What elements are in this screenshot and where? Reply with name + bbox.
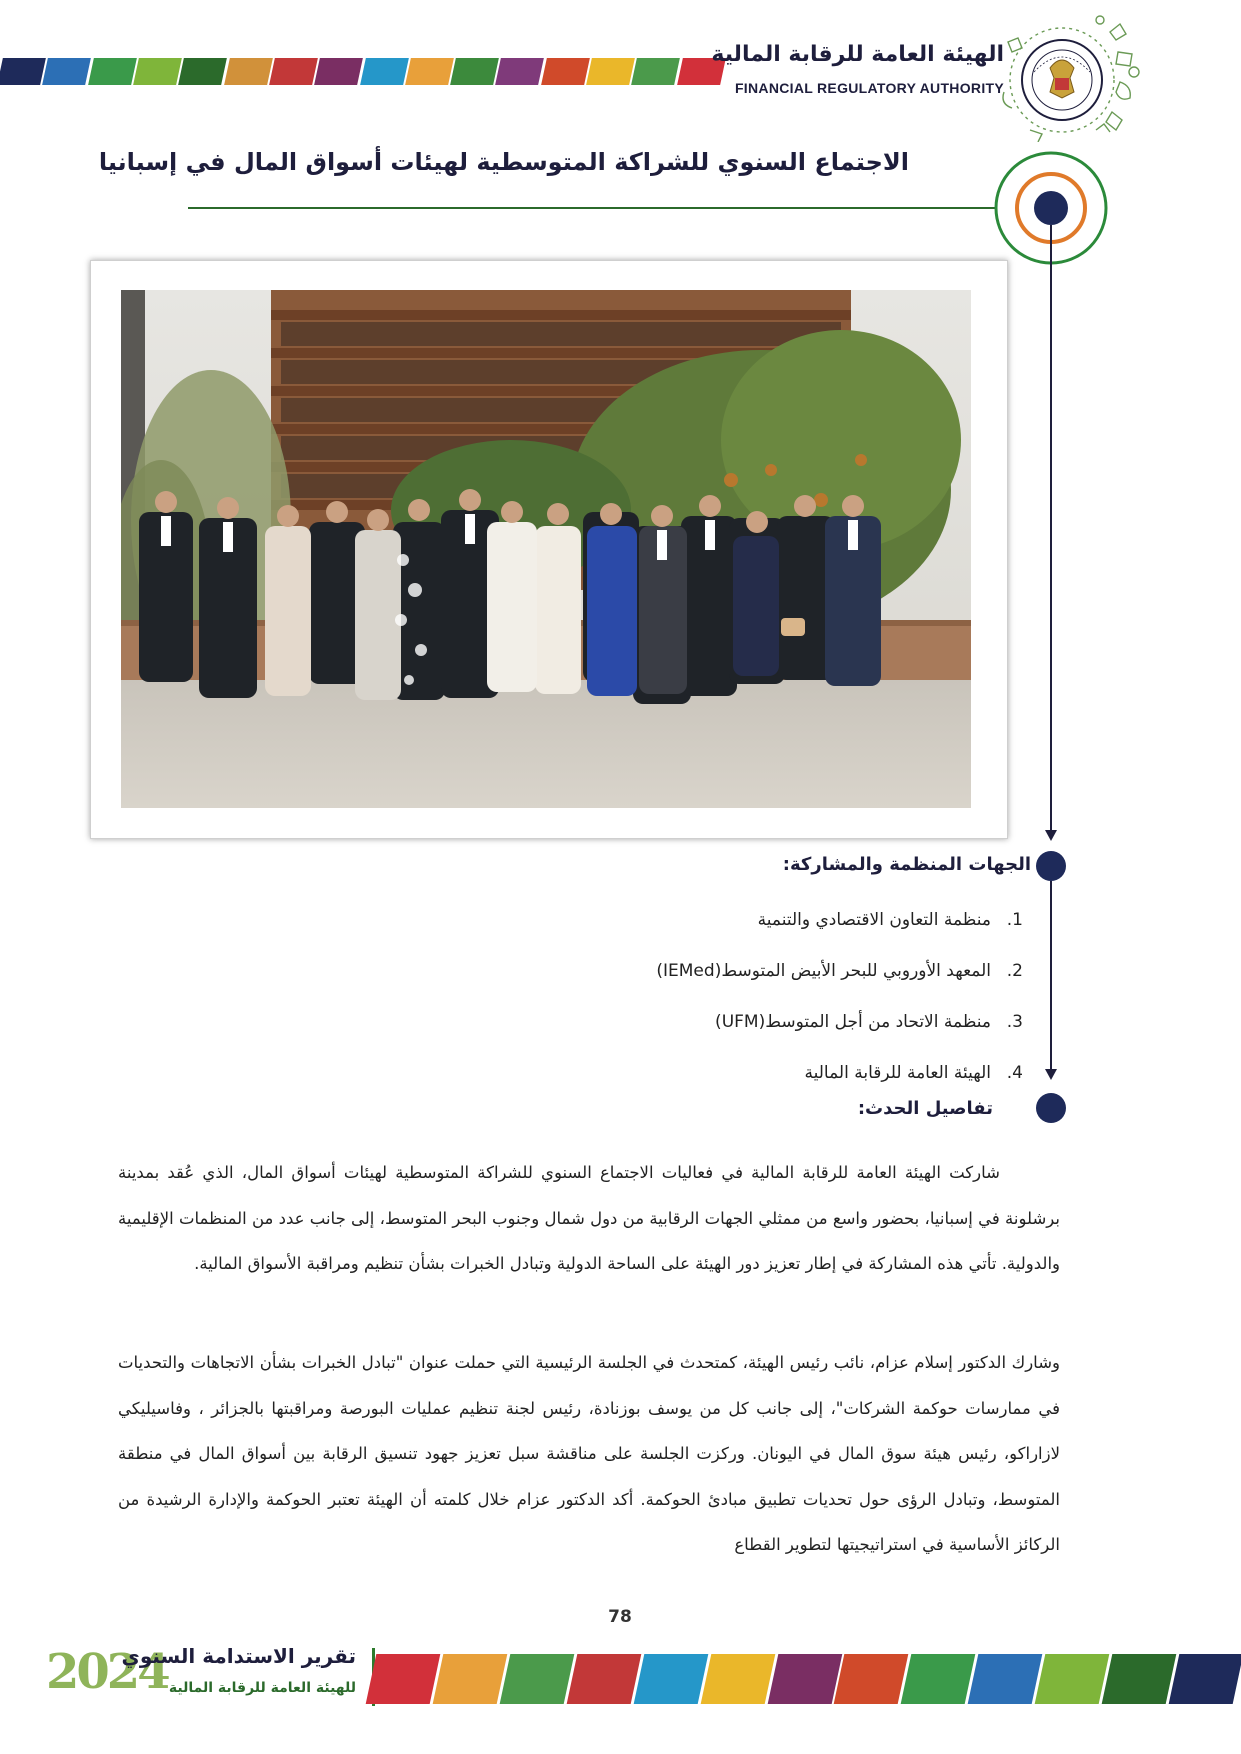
list-item-text: منظمة الاتحاد من أجل المتوسط(UFM) (715, 1012, 991, 1032)
stripe-segment (1102, 1654, 1177, 1704)
stripe-segment (433, 1654, 508, 1704)
stripe-segment (968, 1654, 1043, 1704)
stripe-segment (500, 1654, 575, 1704)
list-item-number: 4. (1006, 1063, 1023, 1083)
page-number: 78 (608, 1607, 632, 1627)
stripe-segment (566, 1654, 641, 1704)
stripe-segment (834, 1654, 909, 1704)
list-item-number: 2. (1006, 961, 1023, 981)
list-item-text: الهيئة العامة للرقابة المالية (804, 1063, 991, 1083)
stripe-segment (767, 1654, 842, 1704)
details-paragraph-2: وشارك الدكتور إسلام عزام، نائب رئيس الهيئة، كمتحدث في الجلسة الرئيسية التي حملت عنوان "تبادل الخبرات بشأن الاتجاهات والتحديات في ممارسات حوكمة الشركات"، إلى جانب كل من يوسف بوزنادة، رئيس لجنة تنظيم عمليات البورصة ومراقبتها بالجزائر ، وفاسيليكي لازاراكو، رئيس هيئة سوق المال في اليونان. وركزت الجلسة على مناقشة سبل تعزيز جهود تنسيق الرقابة بين أسواق المال في منطقة المتوسط، وتبادل الرؤى حول تحديات تطبيق مبادئ الحوكمة. أكد الدكتور عزام خلال كلمته أن الهيئة تعتبر الحوكمة والإدارة الرشيدة من الركائز الأساسية في استراتيجيتها لتطوير القطاع (118, 1353, 1060, 1554)
list-item (656, 1002, 1023, 1053)
group-photo-icon (121, 290, 971, 808)
footer-year: 2024 (46, 1644, 168, 1700)
stripe-segment (700, 1654, 775, 1704)
list-item (656, 900, 1023, 951)
list-item-text: منظمة التعاون الاقتصادي والتنمية (757, 910, 991, 930)
org-name-arabic: الهيئة العامة للرقابة المالية (711, 42, 1004, 67)
page-title: الاجتماع السنوي للشراكة المتوسطية لهيئات أسواق المال في إسبانيا (98, 148, 909, 176)
organizers-list (656, 900, 1023, 1104)
details-heading: تفاصيل الحدث: (857, 1098, 993, 1119)
group-photo-frame (90, 260, 1008, 839)
stripe-segment (633, 1654, 708, 1704)
list-item-text: المعهد الأوروبي للبحر الأبيض المتوسط(IEMed) (656, 961, 991, 981)
list-item (656, 1053, 1023, 1104)
stripe-segment (1035, 1654, 1110, 1704)
stripe-segment (366, 1654, 441, 1704)
list-item-number: 3. (1006, 1012, 1023, 1032)
footer-report-title: تقرير الاستدامة السنوي (121, 1644, 356, 1668)
organizers-heading: الجهات المنظمة والمشاركة: (782, 854, 1031, 875)
details-paragraph-1: شاركت الهيئة العامة للرقابة المالية في فعاليات الاجتماع السنوي للشراكة المتوسطية لهيئات أسواق المال، الذي عُقد بمدينة برشلونة في إسبانيا، بحضور واسع من ممثلي الجهات الرقابية من دول شمال وجنوب البحر المتوسط، إلى جانب عدد من المنظمات الإقليمية والدولية. تأتي هذه المشاركة في إطار تعزيز دور الهيئة على الساحة الدولية وتبادل الخبرات بشأن تنظيم ومراقبة الأسواق المالية. (118, 1163, 1060, 1273)
footer-color-stripe (371, 1654, 1241, 1704)
stripe-segment (1169, 1654, 1241, 1704)
footer-report-subtitle: للهيئة العامة للرقابة المالية (168, 1680, 356, 1696)
list-item (656, 951, 1023, 1002)
org-name-english: FINANCIAL REGULATORY AUTHORITY (734, 80, 1004, 96)
stripe-segment (901, 1654, 976, 1704)
list-item-number: 1. (1006, 910, 1023, 930)
